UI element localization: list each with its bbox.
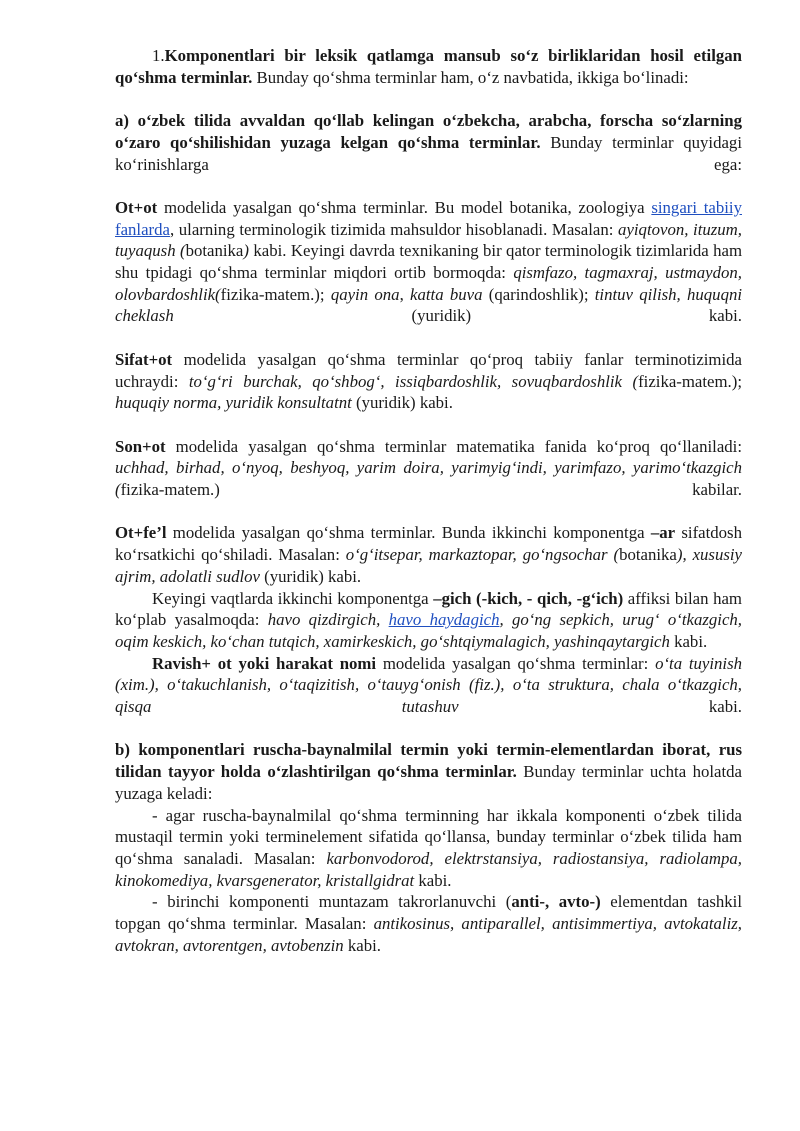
paragraph-son-ot bbox=[115, 436, 742, 501]
body-text: - agar ruscha-baynalmilal qo‘shma terminning har ikkala komponenti o‘zbek tilida mustaqil termin yoki terminelement sifatida qo‘llansa, bunday terminlar o‘zbek tilida ham qo‘shma sanaladi. Masalan: bbox=[115, 805, 742, 868]
body-text: elementdan tashkil topgan qo‘shma terminlar. Masalan: bbox=[115, 892, 743, 934]
example-terms: karbonvodorod, elektrstansiya, radiostansiya, radiolampa, kinokomediya, kvarsgenerator, kristallgidrat bbox=[115, 848, 742, 890]
body-text: modelida yasalgan qo‘shma terminlar matematika fanida ko‘proq qo‘llaniladi: bbox=[165, 436, 742, 456]
example-terms: ), xususiy ajrim, adolatli sudlov bbox=[115, 545, 742, 586]
paragraph-sifat-ot bbox=[115, 349, 742, 414]
body-text: - birinchi komponenti muntazam takrorlanuvchi ( bbox=[152, 892, 512, 912]
model-label: Ot+ot bbox=[115, 197, 158, 217]
example-terms: , go‘ng sepkich, urug‘ o‘tkazgich, oqim keskich, ko‘chan tutqich, xamirkeskich, go‘shtqiymalagich, yashinqaytargich bbox=[115, 610, 742, 651]
example-terms: havo qizdirgich, bbox=[267, 610, 389, 630]
body-text: fizika-matem.); bbox=[638, 371, 742, 391]
body-text: sifatdosh ko‘rsatkichi qo‘shiladi. Masalan: bbox=[115, 523, 742, 565]
example-terms: katta buva bbox=[410, 284, 483, 304]
body-text: kabi. bbox=[458, 697, 742, 717]
paragraph-gich bbox=[115, 588, 742, 653]
body-text: modelida yasalgan qo‘shma terminlar qo‘proq tabiiy fanlar terminotizimida uchraydi: bbox=[115, 349, 742, 391]
paragraph-number: 1. bbox=[152, 46, 165, 65]
suffix-label: –ar bbox=[650, 523, 676, 543]
paragraph-a bbox=[115, 110, 742, 175]
prefix-label: anti-, avto-) bbox=[511, 892, 601, 912]
example-terms: ayiqtovon, ituzum, tuyaqush ( bbox=[115, 219, 742, 261]
paragraph-1 bbox=[115, 45, 742, 88]
body-text: modelida yasalgan qo‘shma terminlar: bbox=[376, 653, 656, 673]
example-terms: qayin ona bbox=[330, 284, 400, 304]
example-terms: to‘g‘ri burchak, qo‘shbog‘, issiqbardoshlik, sovuqbardoshlik ( bbox=[188, 371, 639, 391]
body-text: fizika-matem.) kabilar. bbox=[120, 480, 742, 499]
body-text: affiksi bilan ham ko‘plab yasalmoqda: bbox=[115, 588, 742, 630]
body-text: Bunday terminlar quyidagi ko‘rinishlarga ega: bbox=[115, 132, 742, 174]
example-terms: huquqiy norma, yuridik konsultatnt bbox=[115, 393, 352, 413]
body-text: kabi. bbox=[669, 631, 708, 651]
example-terms: o‘ta tuyinish (xim.), o‘takuchlanish, o‘taqizitish, o‘tauyg‘onish (fiz.), o‘ta struktura, chala o‘tkazgich, qisqa tutashuv bbox=[115, 653, 743, 717]
example-terms: uchhad, birhad, o‘nyoq, beshyoq, yarim doira, yarimyig‘indi, yarimfazo, yarimo‘tkazgich ( bbox=[115, 458, 742, 499]
suffix-label: –gich (-kich, - qich, -g‘ich) bbox=[433, 588, 624, 608]
subsection-heading-a: a) o‘zbek tilida avvaldan qo‘llab kelingan o‘zbekcha, arabcha, forscha so‘zlarning o‘zaro qo‘shilishidan yuzaga kelgan qo‘shma terminlar. bbox=[115, 111, 742, 152]
model-label: Son+ot bbox=[115, 436, 166, 456]
body-text: modelida yasalgan qo‘shma terminlar. Bu model botanika, zoologiya bbox=[157, 197, 652, 217]
model-label: Ot+fe’l bbox=[115, 523, 167, 543]
paragraph-ravish-ot bbox=[115, 653, 742, 718]
model-label: Sifat+ot bbox=[115, 349, 173, 369]
paragraph-ot-fel bbox=[115, 522, 742, 587]
paragraph-ot-ot bbox=[115, 197, 742, 327]
body-text: Keyingi vaqtlarda ikkinchi komponentga bbox=[152, 588, 434, 608]
body-text: Bunday qo‘shma terminlar ham, o‘z navbatida, ikkiga bo‘linadi: bbox=[252, 67, 689, 87]
section-heading-1: Komponentlari bir leksik qatlamga mansub so‘z birliklaridan hosil etilgan qo‘shma terminlar. bbox=[115, 46, 742, 87]
example-terms: ) bbox=[243, 241, 249, 261]
body-text: kabi. Keyingi davrda texnikaning bir qator terminologik tizimlarida ham shu tpidagi qo‘shma terminlar miqdori ortib bormoqda: bbox=[115, 241, 742, 282]
example-terms: antikosinus, antiparallel, antisimmertiya, avtokataliz, avtokran, avtorentgen, avtobenzin bbox=[115, 914, 742, 955]
body-text: (qarindoshlik); bbox=[482, 284, 595, 304]
example-terms: qismfazo, tagmaxraj, ustmaydon, olovbardoshlik( bbox=[115, 263, 743, 304]
body-text: botanika bbox=[185, 241, 244, 261]
hyperlink-singari[interactable]: singari tabiiy fanlarda bbox=[115, 197, 742, 239]
body-text: (yuridik) kabi. bbox=[259, 566, 362, 586]
paragraph-case-2 bbox=[115, 891, 742, 956]
body-text: fizika-matem.); bbox=[220, 284, 331, 304]
body-text: , bbox=[399, 284, 411, 304]
paragraph-b bbox=[115, 739, 742, 804]
subsection-heading-b: b) komponentlari ruscha-baynalmilal termin yoki termin-elementlardan iborat, rus tilidan tayyor holda o‘zlashtirilgan qo‘shma terminlar. bbox=[115, 740, 742, 782]
body-text: Bunday terminlar uchta holatda yuzaga keladi: bbox=[115, 762, 742, 803]
paragraph-case-1 bbox=[115, 805, 742, 892]
body-text: kabi. bbox=[343, 935, 381, 955]
body-text: botanika bbox=[619, 545, 677, 565]
example-terms: tintuv qilish, huquqni cheklash bbox=[115, 284, 743, 326]
body-text: (yuridik) kabi. bbox=[173, 306, 742, 326]
example-terms: o‘g‘itsepar, markaztopar, go‘ngsochar ( bbox=[345, 545, 620, 565]
body-text: modelida yasalgan qo‘shma terminlar. Bunda ikkinchi komponentga bbox=[166, 523, 651, 543]
body-text: kabi. bbox=[414, 870, 452, 890]
model-label: Ravish+ ot yoki harakat nomi bbox=[152, 653, 377, 673]
hyperlink-havo-haydagich[interactable]: havo haydagich bbox=[388, 610, 500, 630]
body-text: (yuridik) kabi. bbox=[351, 393, 453, 413]
body-text: , ularning terminologik tizimida mahsuldor hisoblanadi. Masalan: bbox=[169, 219, 619, 239]
